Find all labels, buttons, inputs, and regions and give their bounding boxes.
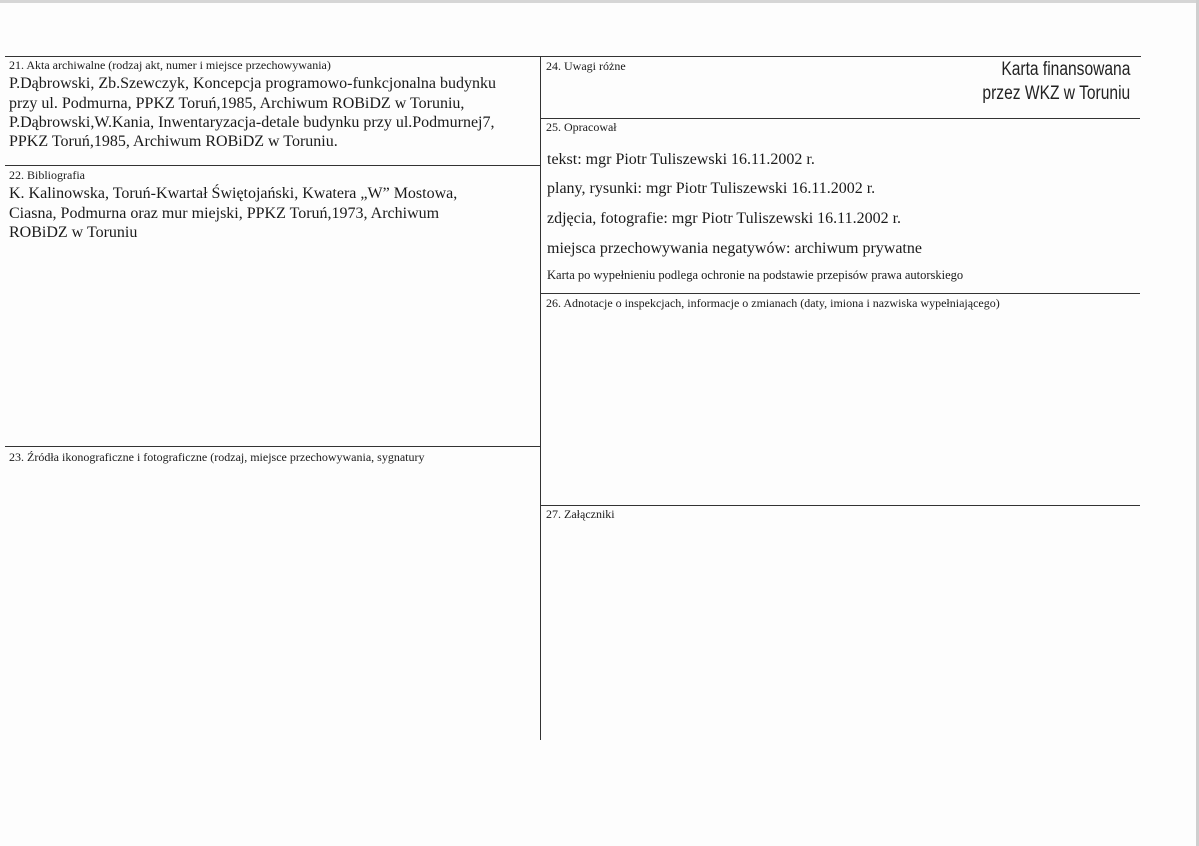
section-26-label: 26. Adnotacje o inspekcjach, informacje o zmianach (daty, imiona i nazwiska wypełniającego): [546, 296, 1000, 310]
rule-26-27: [540, 505, 1140, 506]
section-27-label: 27. Załączniki: [546, 507, 615, 521]
section-25-label: 25. Opracował: [546, 120, 617, 134]
rule-25-26: [540, 293, 1140, 294]
section-22-label: 22. Bibliografia: [9, 168, 85, 182]
negatives-location-line: miejsca przechowywania negatywów: archiwum prywatne: [547, 240, 922, 257]
prepared-photos-line: zdjęcia, fotografie: mgr Piotr Tuliszewski 16.11.2002 r.: [547, 210, 902, 227]
section-22-line-1: K. Kalinowska, Toruń-Kwartał Świętojański, Kwatera „W” Mostowa,: [9, 185, 458, 202]
paper-top-edge: [0, 0, 1199, 3]
column-divider: [540, 56, 541, 740]
section-24-label: 24. Uwagi różne: [546, 59, 626, 73]
rule-22-23: [5, 446, 540, 447]
prepared-plans-line: plany, rysunki: mgr Piotr Tuliszewski 16.11.2002 r.: [547, 180, 876, 197]
section-23-label: 23. Źródła ikonograficzne i fotograficzne (rodzaj, miejsce przechowywania, sygnatury: [9, 450, 425, 464]
funding-stamp-line-2: przez WKZ w Toruniu: [982, 83, 1130, 104]
section-21-label: 21. Akta archiwalne (rodzaj akt, numer i miejsce przechowywania): [9, 58, 331, 72]
prepared-text-line: tekst: mgr Piotr Tuliszewski 16.11.2002 r.: [547, 151, 815, 168]
form-top-rule: [5, 56, 1141, 57]
rule-21-22: [5, 165, 540, 166]
section-21-line-1: P.Dąbrowski, Zb.Szewczyk, Koncepcja programowo-funkcjonalna budynku: [9, 75, 496, 92]
funding-stamp-line-1: Karta finansowana: [1000, 59, 1130, 80]
section-22-line-2: Ciasna, Podmurna oraz mur miejski, PPKZ Toruń,1973, Archiwum: [9, 205, 440, 222]
rule-24-25: [540, 118, 1140, 119]
copyright-note: Karta po wypełnieniu podlega ochronie na podstawie przepisów prawa autorskiego: [547, 268, 964, 282]
section-21-line-2: przy ul. Podmurna, PPKZ Toruń,1985, Archiwum ROBiDZ w Toruniu,: [9, 95, 465, 112]
section-21-line-4: PPKZ Toruń,1985, Archiwum ROBiDZ w Toruniu.: [9, 133, 338, 150]
section-22-line-3: ROBiDZ w Toruniu: [9, 224, 138, 241]
section-21-line-3: P.Dąbrowski,W.Kania, Inwentaryzacja-detale budynku przy ul.Podmurnej7,: [9, 114, 495, 131]
